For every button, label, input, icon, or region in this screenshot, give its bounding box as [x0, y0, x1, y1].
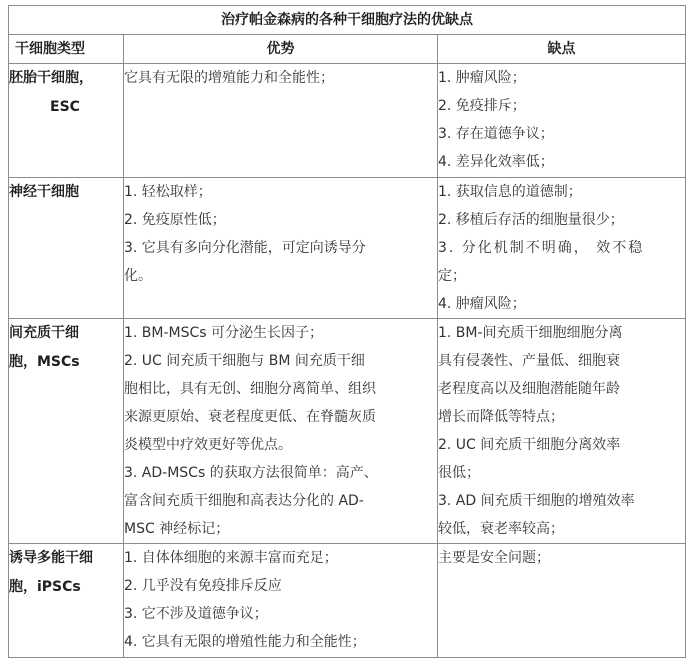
- list-item: 来源更原始、衰老程度更低、在脊髓灰质: [124, 409, 376, 425]
- cons-cell: [438, 319, 686, 544]
- list-item: 增长而降低等特点；: [438, 409, 564, 425]
- list-item: 3. 分化机制不明确， 效不稳: [438, 240, 645, 256]
- list-item: 化。: [124, 268, 152, 284]
- list-item: 2. 免疫原性低；: [124, 212, 226, 228]
- list-item: 4. 差异化效率低；: [438, 154, 554, 170]
- list-item: MSC 神经标记；: [124, 521, 230, 537]
- header-row: [9, 35, 686, 64]
- list-item: 1. 轻松取样；: [124, 184, 212, 200]
- pros-cell: [124, 178, 438, 319]
- list-item: 4. 它具有无限的增殖性能力和全能性；: [124, 634, 366, 650]
- stem-cell-type: [9, 64, 124, 178]
- list-item: 老程度高以及细胞潜能随年龄: [438, 381, 620, 397]
- list-item: 2. 移植后存活的细胞量很少；: [438, 212, 624, 228]
- list-item: 胞相比，具有无创、细胞分离简单、组织: [124, 381, 376, 397]
- type-line: 胞，MSCs: [9, 354, 80, 370]
- header-cons: 缺点: [438, 35, 686, 64]
- list-item: 主要是安全问题；: [438, 550, 550, 566]
- list-item: 很低；: [438, 465, 480, 481]
- stem-cell-type: [9, 178, 124, 319]
- list-item: 1. 自体体细胞的来源丰富而充足；: [124, 550, 338, 566]
- list-item: 2. UC 间充质干细胞分离效率: [438, 437, 621, 453]
- list-item: 1. BM-间充质干细胞细胞分离: [438, 325, 623, 341]
- type-line: 胞，iPSCs: [9, 579, 81, 595]
- list-item: 4. 肿瘤风险；: [438, 296, 526, 312]
- table-row: [9, 64, 686, 178]
- stem-cell-type: [9, 319, 124, 544]
- list-item: 它具有无限的增殖能力和全能性；: [124, 70, 334, 86]
- title-row: [9, 6, 686, 35]
- list-item: 3. AD 间充质干细胞的增殖效率: [438, 493, 635, 509]
- list-item: 炎模型中疗效更好等优点。: [124, 437, 292, 453]
- header-type: 干细胞类型: [9, 35, 124, 64]
- stem-cell-type: [9, 544, 124, 658]
- list-item: 3. 它具有多向分化潜能，可定向诱导分: [124, 240, 366, 256]
- list-item: 3. 它不涉及道德争议；: [124, 606, 268, 622]
- list-item: 3. AD-MSCs 的获取方法很简单：高产、: [124, 465, 378, 481]
- header-pros: 优势: [124, 35, 438, 64]
- list-item: 富含间充质干细胞和高表达分化的 AD-: [124, 493, 364, 509]
- pros-cell: [124, 544, 438, 658]
- list-item: 具有侵袭性、产量低、细胞衰: [438, 353, 620, 369]
- list-item: 1. 肿瘤风险；: [438, 70, 526, 86]
- list-item: 2. 免疫排斥；: [438, 98, 526, 114]
- type-line: 胚胎干细胞，: [9, 70, 93, 86]
- list-item: 定；: [438, 268, 466, 284]
- pros-cell: [124, 64, 438, 178]
- cons-cell: [438, 544, 686, 658]
- list-item: 较低，衰老率较高；: [438, 521, 564, 537]
- list-item: 1. 获取信息的道德制；: [438, 184, 582, 200]
- type-line: 神经干细胞: [9, 184, 79, 200]
- list-item: 2. UC 间充质干细胞与 BM 间充质干细: [124, 353, 365, 369]
- table-title: 治疗帕金森病的各种干细胞疗法的优缺点: [9, 6, 686, 35]
- pros-cell: [124, 319, 438, 544]
- type-line: ESC: [50, 99, 80, 115]
- list-item: 2. 几乎没有免疫排斥反应: [124, 578, 282, 594]
- table-row: [9, 544, 686, 658]
- cons-cell: [438, 178, 686, 319]
- list-item: 1. BM-MSCs 可分泌生长因子；: [124, 325, 324, 341]
- list-item: 3. 存在道德争议；: [438, 126, 554, 142]
- table-row: [9, 178, 686, 319]
- comparison-table: [8, 5, 686, 658]
- cons-cell: [438, 64, 686, 178]
- table-row: [9, 319, 686, 544]
- type-line: 间充质干细: [9, 325, 79, 341]
- type-line: 诱导多能干细: [9, 550, 93, 566]
